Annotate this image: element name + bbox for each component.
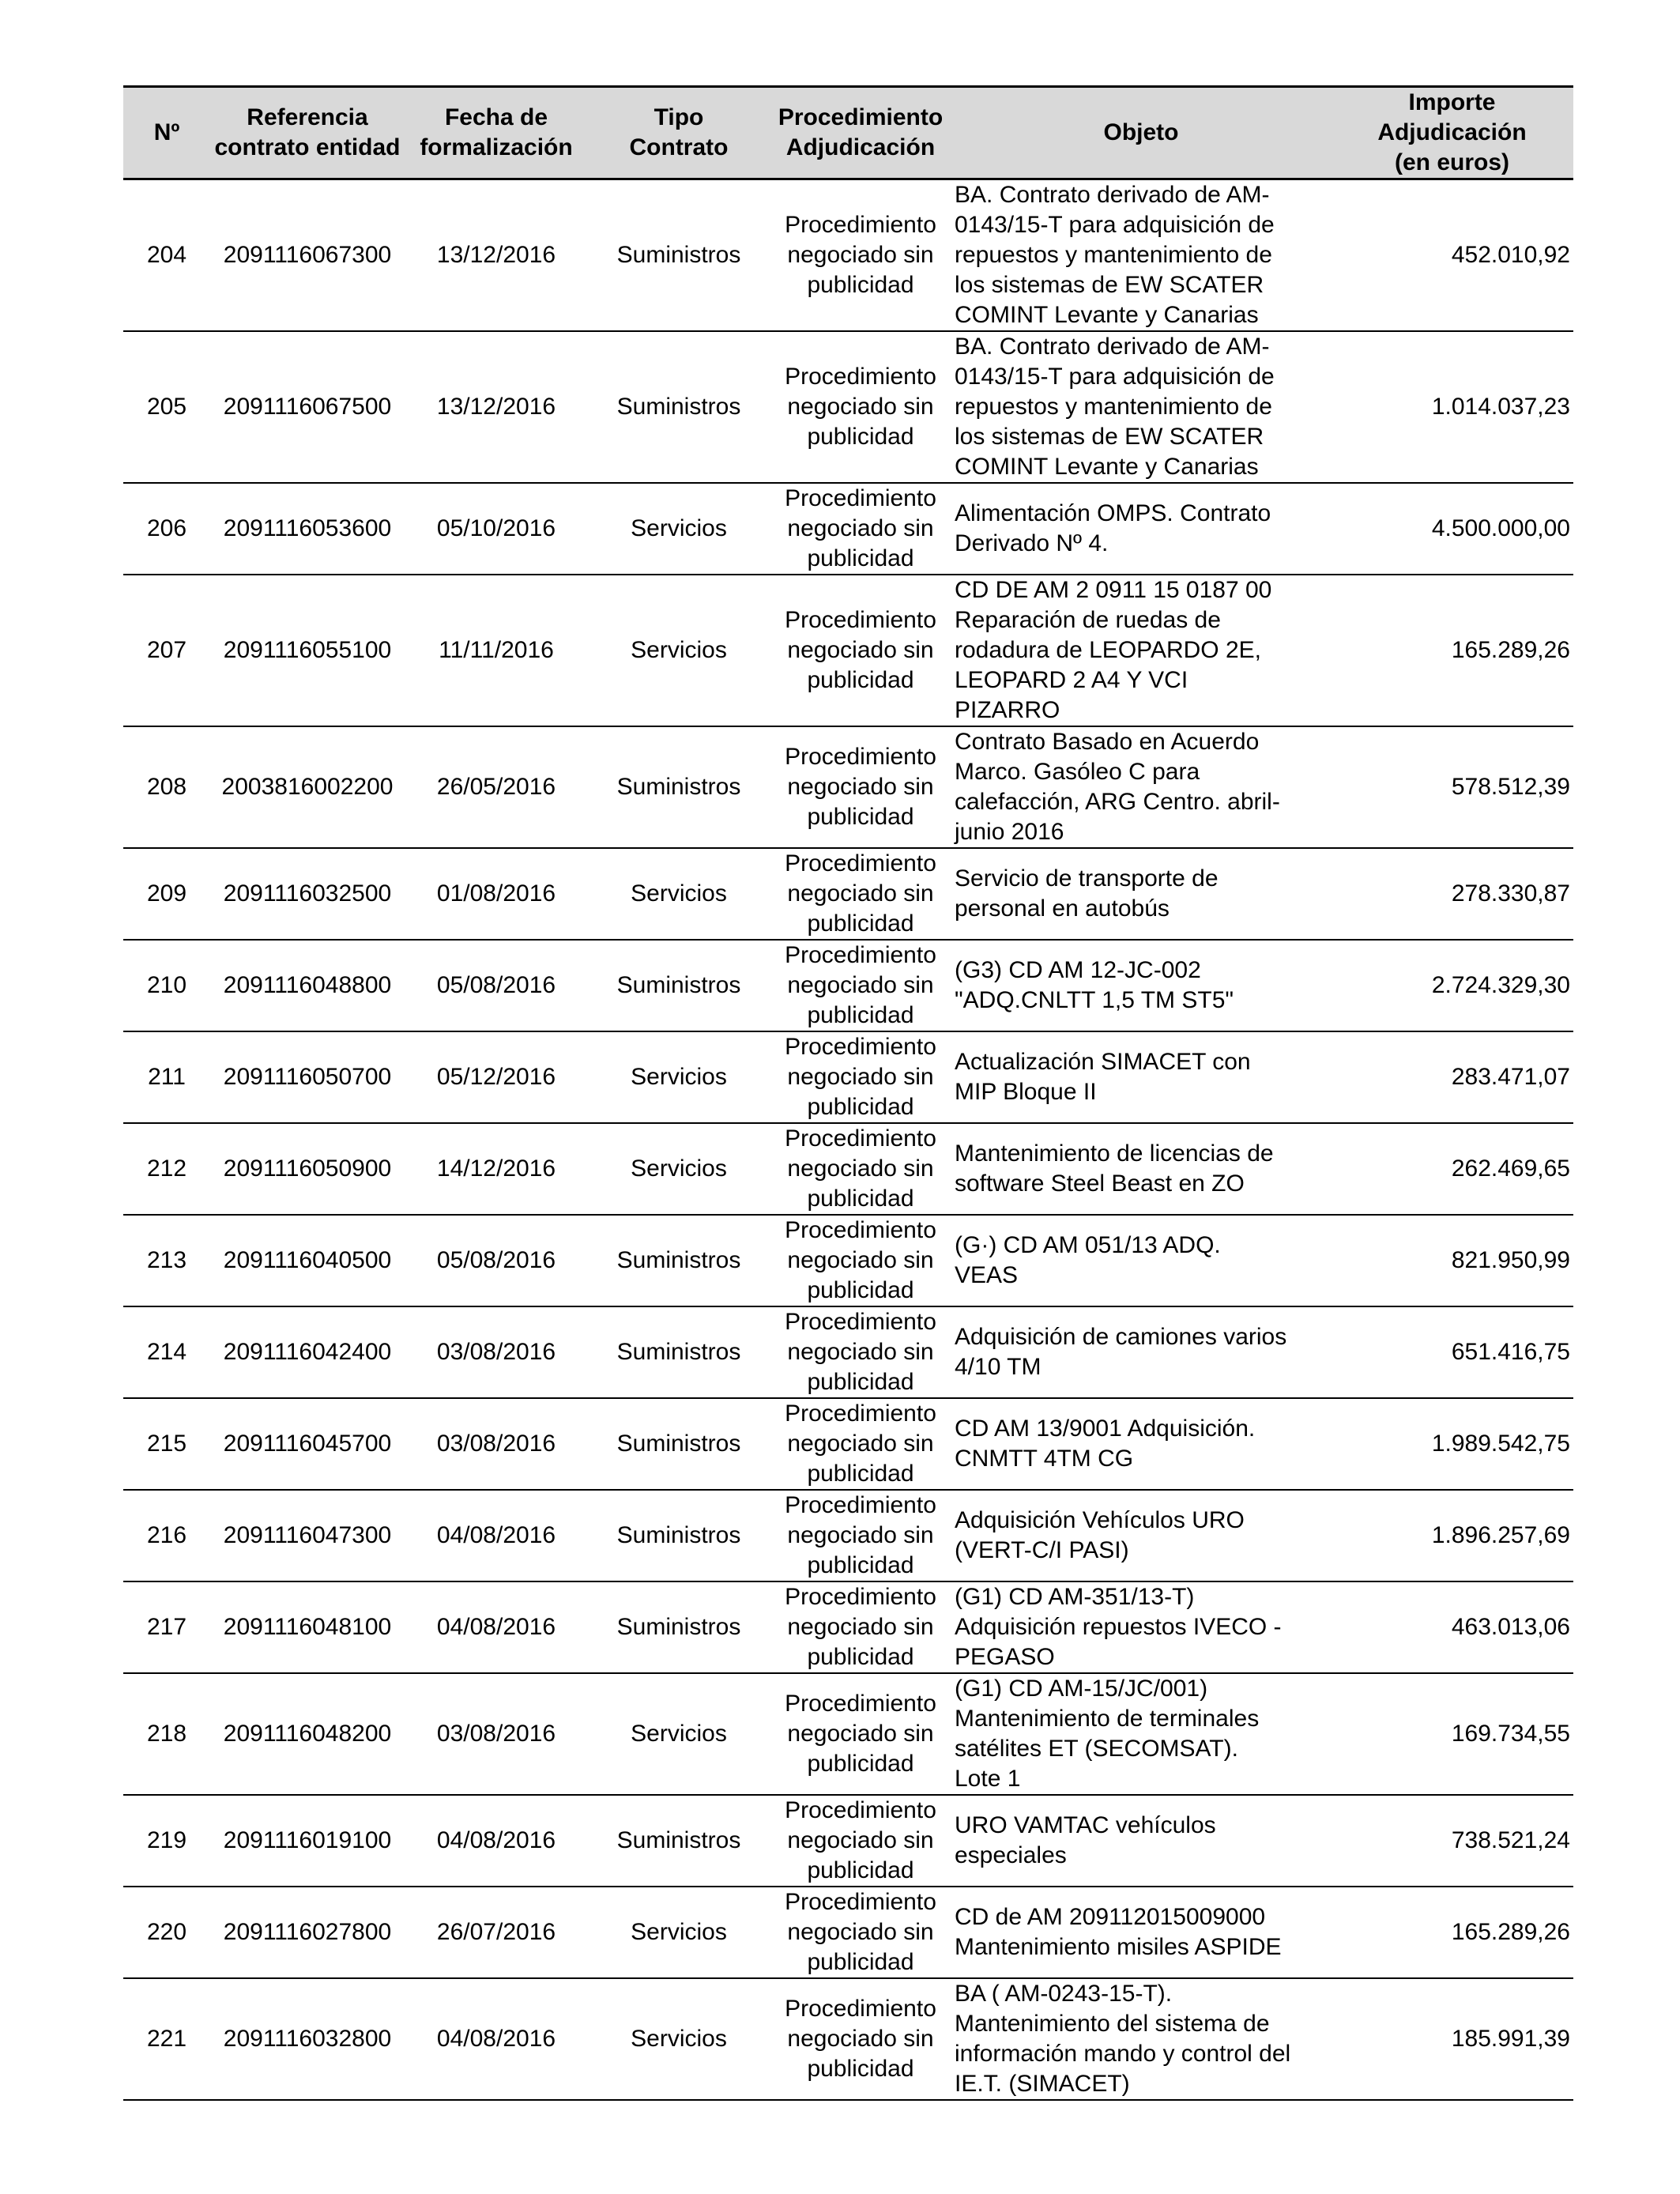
cell-ref: 2091116019100 [210, 1795, 405, 1887]
cell-num: 204 [123, 179, 210, 332]
cell-objeto-line: Marco. Gasóleo C para [955, 759, 1200, 785]
cell-objeto-line: BA ( AM-0243-15-T). [955, 1981, 1173, 2007]
cell-ref: 2091116032800 [210, 1978, 405, 2100]
cell-objeto-line: URO VAMTAC vehículos [955, 1812, 1216, 1838]
cell-objeto-line: (G·) CD AM 051/13 ADQ. [955, 1232, 1221, 1258]
cell-objeto-line: Mantenimiento de licencias de [955, 1140, 1274, 1167]
cell-num: 207 [123, 575, 210, 726]
header-ref [210, 87, 405, 179]
cell-num: 208 [123, 726, 210, 848]
cell-num: 215 [123, 1398, 210, 1490]
header-importe-label: Importe [1408, 89, 1496, 115]
cell-objeto-line: 4/10 TM [955, 1354, 1042, 1380]
cell-num: 205 [123, 331, 210, 483]
cell-tipo: Suministros [588, 1581, 770, 1673]
cell-objeto-line: BA. Contrato derivado de AM- [955, 182, 1270, 208]
cell-objeto-line: calefacción, ARG Centro. abril- [955, 789, 1280, 815]
table-row [123, 1978, 1573, 2100]
cell-proc [770, 1581, 951, 1673]
header-tipo-label: Contrato [629, 134, 729, 160]
cell-num: 219 [123, 1795, 210, 1887]
cell-proc-line: negociado sin [787, 2026, 934, 2052]
cell-importe: 262.469,65 [1331, 1123, 1573, 1215]
cell-proc [770, 1123, 951, 1215]
cell-importe: 169.734,55 [1331, 1673, 1573, 1795]
cell-objeto-line: PEGASO [955, 1644, 1055, 1670]
cell-objeto-line: (G1) CD AM-351/13-T) [955, 1584, 1195, 1610]
cell-proc-line: publicidad [807, 1644, 914, 1670]
cell-proc-line: negociado sin [787, 1339, 934, 1365]
cell-objeto-line: (VERT-C/I PASI) [955, 1537, 1129, 1563]
cell-proc [770, 940, 951, 1031]
cell-proc-line: publicidad [807, 1751, 914, 1777]
cell-objeto-line: satélites ET (SECOMSAT). [955, 1736, 1238, 1762]
table-row [123, 1887, 1573, 1978]
header-proc-label: Adjudicación [785, 134, 936, 160]
cell-fecha: 04/08/2016 [405, 1978, 588, 2100]
cell-proc-line: negociado sin [787, 637, 934, 663]
cell-objeto-line: IE.T. (SIMACET) [955, 2071, 1130, 2097]
cell-num: 218 [123, 1673, 210, 1795]
cell-objeto-line: Servicio de transporte de [955, 865, 1219, 892]
cell-objeto [951, 1978, 1331, 2100]
header-num-label: Nº [153, 119, 180, 145]
cell-proc [770, 1978, 951, 2100]
cell-tipo: Servicios [588, 575, 770, 726]
cell-proc-line: negociado sin [787, 1827, 934, 1853]
cell-ref: 2091116047300 [210, 1490, 405, 1581]
cell-ref: 2091116032500 [210, 848, 405, 940]
cell-proc [770, 1490, 951, 1581]
cell-proc-line: negociado sin [787, 242, 934, 268]
cell-num: 210 [123, 940, 210, 1031]
header-proc [770, 87, 951, 179]
cell-proc-line: Procedimiento [785, 212, 936, 238]
cell-proc-line: publicidad [807, 1461, 914, 1487]
cell-importe: 452.010,92 [1331, 179, 1573, 332]
cell-fecha: 04/08/2016 [405, 1490, 588, 1581]
cell-importe: 185.991,39 [1331, 1978, 1573, 2100]
cell-objeto [951, 1887, 1331, 1978]
cell-proc-line: Procedimiento [785, 1034, 936, 1060]
cell-proc-line: publicidad [807, 1949, 914, 1975]
cell-proc [770, 848, 951, 940]
cell-objeto-line: Adquisición de camiones varios [955, 1324, 1287, 1350]
cell-proc-line: Procedimiento [785, 744, 936, 770]
cell-proc-line: publicidad [807, 1186, 914, 1212]
table-row [123, 1215, 1573, 1306]
cell-tipo: Suministros [588, 331, 770, 483]
cell-ref: 2091116048100 [210, 1581, 405, 1673]
cell-tipo: Servicios [588, 1031, 770, 1123]
cell-proc-line: publicidad [807, 272, 914, 298]
cell-objeto [951, 726, 1331, 848]
cell-num: 206 [123, 483, 210, 575]
table-row [123, 1306, 1573, 1398]
table-row [123, 1398, 1573, 1490]
table-row [123, 1031, 1573, 1123]
cell-objeto-line: 0143/15-T para adquisición de [955, 364, 1275, 390]
cell-proc-line: negociado sin [787, 972, 934, 998]
header-tipo [588, 87, 770, 179]
cell-objeto [951, 1306, 1331, 1398]
cell-objeto [951, 1490, 1331, 1581]
cell-fecha: 13/12/2016 [405, 179, 588, 332]
table-row [123, 1795, 1573, 1887]
cell-objeto-line: Contrato Basado en Acuerdo [955, 729, 1260, 755]
cell-objeto-line: rodadura de LEOPARDO 2E, [955, 637, 1261, 663]
cell-ref: 2091116048800 [210, 940, 405, 1031]
cell-objeto-line: BA. Contrato derivado de AM- [955, 334, 1270, 360]
cell-importe: 165.289,26 [1331, 575, 1573, 726]
cell-objeto-line: VEAS [955, 1262, 1019, 1288]
cell-objeto-line: los sistemas de EW SCATER [955, 424, 1264, 450]
cell-tipo: Suministros [588, 1398, 770, 1490]
cell-objeto-line: (G1) CD AM-15/JC/001) [955, 1676, 1208, 1702]
cell-num: 213 [123, 1215, 210, 1306]
table-row [123, 1673, 1573, 1795]
cell-tipo: Servicios [588, 1887, 770, 1978]
cell-proc [770, 1215, 951, 1306]
cell-proc-line: publicidad [807, 1094, 914, 1120]
header-fecha [405, 87, 588, 179]
table-row [123, 179, 1573, 332]
cell-proc-line: publicidad [807, 1369, 914, 1395]
cell-proc-line: publicidad [807, 424, 914, 450]
header-tipo-label: Tipo [654, 104, 704, 130]
table-row [123, 331, 1573, 483]
cell-proc-line: publicidad [807, 910, 914, 937]
cell-fecha: 05/08/2016 [405, 1215, 588, 1306]
cell-fecha: 14/12/2016 [405, 1123, 588, 1215]
cell-tipo: Suministros [588, 1306, 770, 1398]
header-objeto-label: Objeto [1103, 119, 1179, 145]
cell-importe: 2.724.329,30 [1331, 940, 1573, 1031]
cell-ref: 2091116045700 [210, 1398, 405, 1490]
cell-objeto [951, 1123, 1331, 1215]
cell-objeto-line: LEOPARD 2 A4 Y VCI [955, 667, 1188, 693]
cell-importe: 738.521,24 [1331, 1795, 1573, 1887]
cell-objeto-line: Derivado Nº 4. [955, 530, 1109, 556]
cell-proc-line: publicidad [807, 1552, 914, 1578]
cell-proc-line: negociado sin [787, 1247, 934, 1273]
cell-fecha: 05/12/2016 [405, 1031, 588, 1123]
cell-proc [770, 1398, 951, 1490]
cell-proc-line: Procedimiento [785, 485, 936, 511]
cell-proc-line: Procedimiento [785, 1309, 936, 1335]
cell-ref: 2091116050900 [210, 1123, 405, 1215]
cell-objeto [951, 848, 1331, 940]
cell-objeto-line: Mantenimiento de terminales [955, 1706, 1260, 1732]
cell-proc-line: negociado sin [787, 1431, 934, 1457]
cell-num: 221 [123, 1978, 210, 2100]
cell-num: 212 [123, 1123, 210, 1215]
header-importe-label: (en euros) [1394, 149, 1510, 175]
cell-objeto-line: PIZARRO [955, 697, 1060, 723]
cell-ref: 2003816002200 [210, 726, 405, 848]
cell-objeto-line: "ADQ.CNLTT 1,5 TM ST5" [955, 987, 1234, 1013]
cell-num: 214 [123, 1306, 210, 1398]
cell-tipo: Suministros [588, 940, 770, 1031]
header-row [123, 87, 1573, 179]
cell-objeto-line: 0143/15-T para adquisición de [955, 212, 1275, 238]
header-objeto [951, 87, 1331, 179]
cell-objeto-line: CD DE AM 2 0911 15 0187 00 [955, 577, 1272, 603]
cell-importe: 278.330,87 [1331, 848, 1573, 940]
cell-proc-line: negociado sin [787, 880, 934, 907]
cell-num: 216 [123, 1490, 210, 1581]
header-fecha-label: formalización [420, 134, 573, 160]
cell-objeto-line: Mantenimiento del sistema de [955, 2011, 1270, 2037]
cell-importe: 4.500.000,00 [1331, 483, 1573, 575]
cell-objeto [951, 483, 1331, 575]
header-proc-label: Procedimiento [778, 104, 944, 130]
cell-proc-line: Procedimiento [785, 1889, 936, 1915]
header-importe [1331, 87, 1573, 179]
cell-importe: 283.471,07 [1331, 1031, 1573, 1123]
cell-proc-line: publicidad [807, 667, 914, 693]
header-ref-label: Referencia [247, 104, 368, 130]
cell-proc [770, 1031, 951, 1123]
cell-objeto-line: COMINT Levante y Canarias [955, 302, 1259, 328]
cell-importe: 1.896.257,69 [1331, 1490, 1573, 1581]
cell-proc-line: Procedimiento [785, 364, 936, 390]
cell-proc-line: negociado sin [787, 515, 934, 541]
cell-tipo: Servicios [588, 483, 770, 575]
cell-fecha: 05/08/2016 [405, 940, 588, 1031]
cell-objeto-line: Alimentación OMPS. Contrato [955, 500, 1271, 526]
cell-proc [770, 1306, 951, 1398]
cell-proc-line: publicidad [807, 1002, 914, 1028]
cell-objeto-line: los sistemas de EW SCATER [955, 272, 1264, 298]
cell-proc-line: Procedimiento [785, 1691, 936, 1717]
cell-proc-line: Procedimiento [785, 1797, 936, 1823]
cell-fecha: 03/08/2016 [405, 1398, 588, 1490]
cell-proc-line: Procedimiento [785, 1584, 936, 1610]
cell-objeto [951, 1215, 1331, 1306]
cell-proc-line: negociado sin [787, 1522, 934, 1548]
cell-tipo: Suministros [588, 726, 770, 848]
cell-objeto-line: MIP Bloque II [955, 1079, 1097, 1105]
cell-proc [770, 483, 951, 575]
cell-proc-line: Procedimiento [785, 1400, 936, 1427]
cell-objeto-line: (G3) CD AM 12-JC-002 [955, 957, 1201, 983]
cell-proc-line: negociado sin [787, 1064, 934, 1090]
cell-ref: 2091116048200 [210, 1673, 405, 1795]
contracts-table [123, 85, 1573, 2101]
cell-num: 220 [123, 1887, 210, 1978]
table-row [123, 940, 1573, 1031]
cell-objeto [951, 179, 1331, 332]
table-row [123, 1490, 1573, 1581]
cell-objeto [951, 1031, 1331, 1123]
cell-fecha: 03/08/2016 [405, 1306, 588, 1398]
cell-proc-line: publicidad [807, 1277, 914, 1303]
cell-proc [770, 575, 951, 726]
cell-proc-line: Procedimiento [785, 607, 936, 633]
cell-objeto-line: Reparación de ruedas de [955, 607, 1221, 633]
cell-objeto-line: especiales [955, 1842, 1067, 1868]
cell-proc-line: Procedimiento [785, 1996, 936, 2022]
cell-objeto-line: junio 2016 [955, 819, 1064, 845]
cell-objeto [951, 1795, 1331, 1887]
cell-objeto-line: Adquisición repuestos IVECO - [955, 1614, 1282, 1640]
cell-proc-line: Procedimiento [785, 1217, 936, 1243]
cell-ref: 2091116055100 [210, 575, 405, 726]
header-num [123, 87, 210, 179]
cell-objeto-line: CD de AM 209112015009000 [955, 1904, 1266, 1930]
table-row [123, 726, 1573, 848]
cell-proc-line: negociado sin [787, 1155, 934, 1182]
table-row [123, 483, 1573, 575]
cell-objeto-line: Adquisición Vehículos URO [955, 1507, 1245, 1533]
cell-objeto-line: CNMTT 4TM CG [955, 1446, 1134, 1472]
cell-proc-line: negociado sin [787, 774, 934, 800]
cell-objeto [951, 1673, 1331, 1795]
cell-proc [770, 1673, 951, 1795]
cell-proc [770, 179, 951, 332]
cell-proc [770, 726, 951, 848]
cell-objeto-line: COMINT Levante y Canarias [955, 454, 1259, 480]
cell-importe: 463.013,06 [1331, 1581, 1573, 1673]
cell-tipo: Suministros [588, 1490, 770, 1581]
cell-fecha: 04/08/2016 [405, 1795, 588, 1887]
table-row [123, 848, 1573, 940]
cell-proc-line: publicidad [807, 545, 914, 571]
cell-ref: 2091116040500 [210, 1215, 405, 1306]
cell-tipo: Suministros [588, 179, 770, 332]
cell-importe: 1.014.037,23 [1331, 331, 1573, 483]
header-fecha-label: Fecha de [444, 104, 548, 130]
cell-objeto-line: CD AM 13/9001 Adquisición. [955, 1416, 1256, 1442]
cell-objeto-line: software Steel Beast en ZO [955, 1171, 1245, 1197]
cell-proc-line: negociado sin [787, 1919, 934, 1945]
table-row [123, 1581, 1573, 1673]
cell-proc-line: negociado sin [787, 1614, 934, 1640]
header-ref-label: contrato entidad [214, 134, 401, 160]
cell-num: 211 [123, 1031, 210, 1123]
cell-proc-line: negociado sin [787, 1721, 934, 1747]
cell-fecha: 04/08/2016 [405, 1581, 588, 1673]
cell-fecha: 11/11/2016 [405, 575, 588, 726]
cell-objeto-line: Mantenimiento misiles ASPIDE [955, 1934, 1282, 1960]
cell-proc-line: publicidad [807, 2056, 914, 2082]
cell-tipo: Servicios [588, 1673, 770, 1795]
cell-proc-line: publicidad [807, 1857, 914, 1883]
cell-proc [770, 1887, 951, 1978]
cell-num: 217 [123, 1581, 210, 1673]
cell-objeto-line: Lote 1 [955, 1766, 1021, 1792]
cell-objeto [951, 1581, 1331, 1673]
table-row [123, 575, 1573, 726]
cell-importe: 821.950,99 [1331, 1215, 1573, 1306]
cell-tipo: Suministros [588, 1795, 770, 1887]
cell-fecha: 05/10/2016 [405, 483, 588, 575]
cell-proc-line: Procedimiento [785, 942, 936, 968]
cell-fecha: 13/12/2016 [405, 331, 588, 483]
cell-num: 209 [123, 848, 210, 940]
cell-importe: 1.989.542,75 [1331, 1398, 1573, 1490]
cell-proc-line: Procedimiento [785, 1492, 936, 1518]
cell-fecha: 26/07/2016 [405, 1887, 588, 1978]
cell-ref: 2091116027800 [210, 1887, 405, 1978]
cell-importe: 651.416,75 [1331, 1306, 1573, 1398]
cell-objeto-line: repuestos y mantenimiento de [955, 242, 1272, 268]
cell-proc-line: publicidad [807, 804, 914, 830]
cell-objeto [951, 1398, 1331, 1490]
cell-fecha: 01/08/2016 [405, 848, 588, 940]
cell-proc [770, 1795, 951, 1887]
cell-importe: 165.289,26 [1331, 1887, 1573, 1978]
cell-objeto-line: personal en autobús [955, 895, 1170, 922]
cell-proc-line: Procedimiento [785, 1125, 936, 1152]
cell-objeto [951, 331, 1331, 483]
cell-ref: 2091116067300 [210, 179, 405, 332]
cell-proc-line: negociado sin [787, 394, 934, 420]
cell-objeto [951, 575, 1331, 726]
cell-ref: 2091116053600 [210, 483, 405, 575]
cell-importe: 578.512,39 [1331, 726, 1573, 848]
cell-objeto-line: información mando y control del [955, 2041, 1291, 2067]
cell-objeto [951, 940, 1331, 1031]
cell-fecha: 26/05/2016 [405, 726, 588, 848]
table-row [123, 1123, 1573, 1215]
cell-fecha: 03/08/2016 [405, 1673, 588, 1795]
cell-tipo: Servicios [588, 1123, 770, 1215]
cell-tipo: Servicios [588, 848, 770, 940]
cell-tipo: Suministros [588, 1215, 770, 1306]
cell-ref: 2091116042400 [210, 1306, 405, 1398]
cell-objeto-line: repuestos y mantenimiento de [955, 394, 1272, 420]
cell-ref: 2091116050700 [210, 1031, 405, 1123]
cell-proc [770, 331, 951, 483]
cell-objeto-line: Actualización SIMACET con [955, 1049, 1251, 1075]
cell-proc-line: Procedimiento [785, 850, 936, 876]
cell-tipo: Servicios [588, 1978, 770, 2100]
header-importe-label: Adjudicación [1377, 119, 1527, 145]
cell-ref: 2091116067500 [210, 331, 405, 483]
